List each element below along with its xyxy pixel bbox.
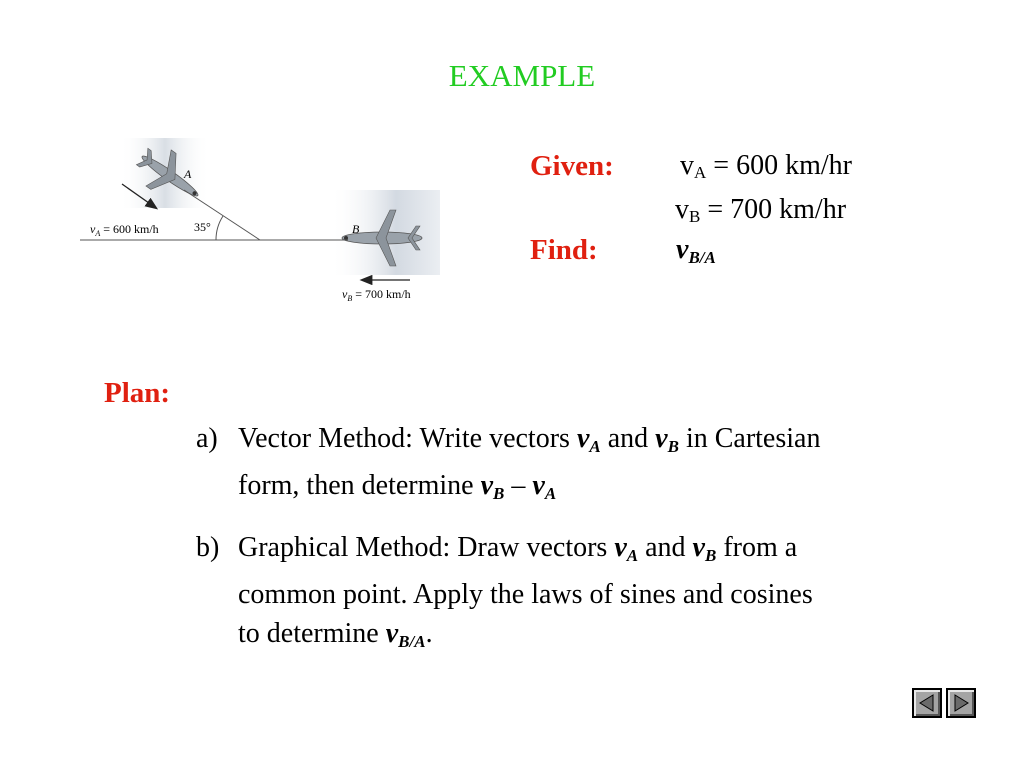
angle-arc: [216, 216, 223, 240]
airplane-figure: [80, 138, 460, 310]
next-slide-button[interactable]: [946, 688, 976, 718]
given-label: Given:: [530, 150, 614, 182]
velocity-label-b: $v_B = 700$ km/h: [342, 287, 411, 303]
angle-label: 35°: [194, 220, 211, 234]
find-value: $v_{B/A}$: [676, 234, 716, 267]
plan-b-line-1: Graphical Method: Draw vectors $v_A$ and $v_B$ from a: [238, 532, 798, 565]
plan-b-line-2: common point. Apply the laws of sines and cosines: [238, 579, 813, 610]
find-label: Find:: [530, 234, 598, 266]
given-va: $v_A = 600$ km/hr: [680, 150, 852, 182]
plan-b-marker: b): [196, 532, 220, 563]
plan-b-line-3: to determine $v_{B/A}$.: [238, 618, 433, 651]
plan-a-line-1: Vector Method: Write vectors $v_A$ and $v_B$ in Cartesian: [238, 423, 821, 456]
given-vb: $v_B = 700$ km/hr: [675, 194, 847, 226]
plan-label: Plan:: [104, 377, 171, 409]
triangle-left-icon: [918, 694, 936, 712]
prev-slide-button[interactable]: [912, 688, 942, 718]
slide-title: EXAMPLE: [448, 58, 596, 93]
plan-a-marker: a): [196, 423, 218, 454]
label-b: B: [352, 222, 360, 236]
plan-b-text: [238, 528, 813, 661]
plan-a-text: [238, 419, 820, 513]
label-a: A: [184, 167, 192, 181]
plan-a-line-2: form, then determine $v_B - v_A$: [238, 470, 557, 503]
triangle-right-icon: [952, 694, 970, 712]
velocity-label-a: $v_A = 600$ km/h: [90, 222, 159, 238]
